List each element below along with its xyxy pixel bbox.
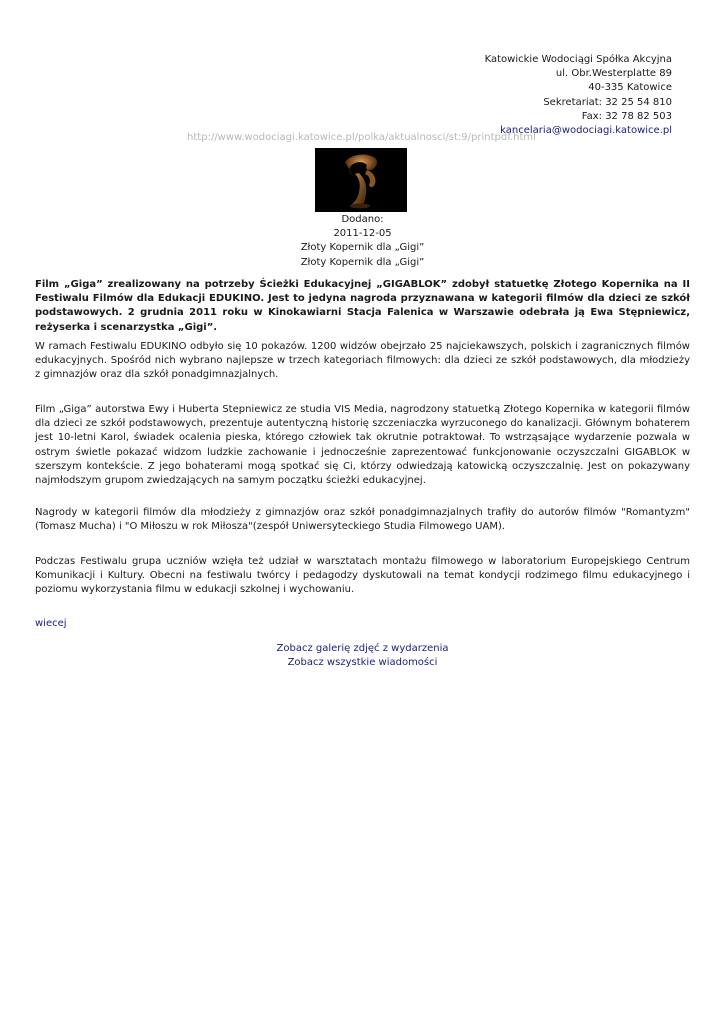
statuette-icon: [315, 148, 407, 212]
article-paragraph-2: Film „Giga” autorstwa Ewy i Huberta Stepniewicz ze studia VIS Media, nagrodzony statuetką Złotego Kopernika w kategorii filmów dla dzieci ze szkół podstawowych, prezentuje autentyczną historię szczeniaczka wyrzuconego do kanalizacji. Głównym bohaterem jest 10-letni Karol, świadek ocalenia pieska, którego człowiek tak okrutnie potraktował. To wstrząsające wydarzenie pozwala w ostrym świetle pokazać widzom ludzkie zachowanie i jednocześnie zaprezentować funkcjonowanie oczyszczalni GIGABLOK w szerszym kontekście. Z jego bohaterami mogą spotkać się Ci, którzy odwiedzają katowicką oczyszczalnię. Jest on pokazywany najmłodszym grupom zwiedzających na samym początku ścieżki edukacyjnej.: [35, 404, 690, 487]
article-subtitle: Złoty Kopernik dla „Gigi”: [300, 256, 425, 268]
all-news-link[interactable]: Zobacz wszystkie wiadomości: [287, 657, 438, 669]
company-email-link[interactable]: kancelaria@wodociagi.katowice.pl: [500, 125, 672, 137]
article-body: [35, 278, 690, 596]
added-label: Dodano:: [341, 214, 384, 225]
gallery-link[interactable]: Zobacz galerię zdjęć z wydarzenia: [276, 643, 449, 654]
article-title: Złoty Kopernik dla „Gigi”: [300, 242, 425, 254]
article-meta: [0, 213, 725, 270]
source-url: http://www.wodociagi.katowice.pl/polka/aktualnosci/st:9/printpdf.html: [187, 132, 536, 143]
article-paragraph-4: Podczas Festiwalu grupa uczniów wzięła też udział w warsztatach montażu filmowego w laboratorium Europejskiego Centrum Komunikacji i Kultury. Obecni na festiwalu twórcy i pedagodzy dyskutowali na temat kondycji rodzimego filmu edukacyjnego i poziomu wykorzystania filmu w edukacji szkolnej i wychowaniu.: [35, 556, 690, 596]
company-street: ul. Obr.Westerplatte 89: [555, 68, 672, 80]
company-name: Katowickie Wodociągi Spółka Akcyjna: [484, 54, 672, 65]
footer-links: [0, 642, 725, 670]
publish-date: 2011-12-05: [333, 228, 392, 240]
article-lead: Film „Giga” zrealizowany na potrzeby Ścieżki Edukacyjnej „GIGABLOK” zdobył statuetkę Złotego Kopernika na II Festiwalu Filmów dla Edukacji EDUKINO. Jest to jedyna nagroda przyznawana w kategorii filmów dla dzieci ze szkół podstawowych. 2 grudnia 2011 roku w Kinokawiarni Stacja Falenica w Warszawie odebrała ją Ewa Stępniewicz, reżyserka i scenarzystka „Gigi”.: [35, 279, 690, 333]
article-paragraph-1: W ramach Festiwalu EDUKINO odbyło się 10 pokazów. 1200 widzów obejrzało 25 najciekawszych, polskich i zagranicznych filmów edukacyjnych. Spośród nich wybrano najlepsze w trzech kategoriach filmowych: dla dzieci ze szkół podstawowych, dla młodzieży z gimnazjów oraz dla szkół ponadgimnazjalnych.: [35, 341, 690, 381]
company-secretariat: Sekretariat: 32 25 54 810: [543, 96, 672, 108]
more-link[interactable]: wiecej: [35, 618, 67, 629]
award-statuette-photo: [315, 148, 407, 212]
company-fax: Fax: 32 78 82 503: [581, 110, 672, 122]
company-city: 40-335 Katowice: [588, 82, 672, 94]
article-paragraph-3: Nagrody w kategorii filmów dla młodzieży z gimnazjów oraz szkół ponadgimnazjalnych trafiły do autorów filmów "Romantyzm" (Tomasz Mucha) i "O Miłoszu w rok Miłosza"(zespół Uniwersyteckiego Studia Filmowego UAM).: [35, 507, 690, 533]
company-contact-block: [485, 53, 672, 138]
